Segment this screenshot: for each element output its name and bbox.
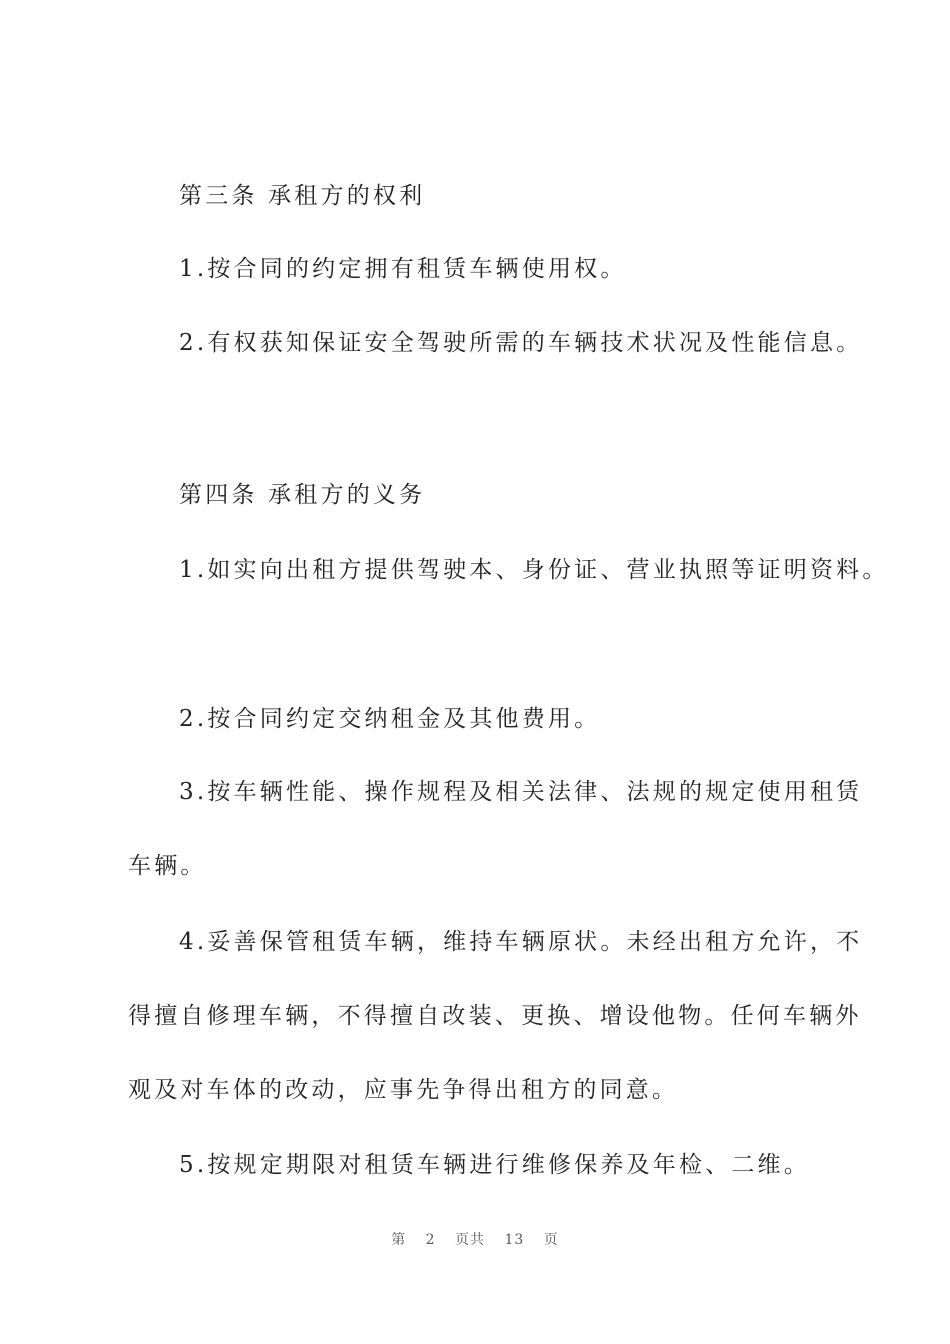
footer-total-pages: 13 (504, 1232, 525, 1248)
section-heading-article-4: 第四条 承租方的义务 (179, 482, 426, 508)
paragraph-line: 1.按合同的约定拥有租赁车辆使用权。 (179, 256, 627, 282)
paragraph-line: 车辆。 (128, 853, 207, 879)
paragraph-line: 2.有权获知保证安全驾驶所需的车辆技术状况及性能信息。 (179, 330, 863, 356)
paragraph-line: 5.按规定期限对租赁车辆进行维修保养及年检、二维。 (179, 1152, 810, 1178)
paragraph-line: 2.按合同约定交纳租金及其他费用。 (179, 706, 601, 732)
footer-current-page: 2 (425, 1232, 436, 1248)
paragraph-line: 1.如实向出租方提供驾驶本、身份证、营业执照等证明资料。 (179, 557, 889, 583)
paragraph-line: 4.妥善保管租赁车辆，维持车辆原状。未经出租方允许，不 (179, 929, 863, 955)
paragraph-line: 观及对车体的改动，应事先争得出租方的同意。 (128, 1077, 679, 1103)
paragraph-line: 得擅自修理车辆，不得擅自改装、更换、增设他物。任何车辆外 (128, 1003, 862, 1029)
footer-label-di: 第 (391, 1232, 407, 1248)
page-footer (0, 1229, 950, 1249)
footer-label-ye-gong: 页共 (455, 1232, 486, 1248)
footer-label-ye: 页 (543, 1232, 559, 1248)
paragraph-line: 3.按车辆性能、操作规程及相关法律、法规的规定使用租赁 (179, 779, 863, 805)
section-heading-article-3: 第三条 承租方的权利 (179, 183, 426, 209)
